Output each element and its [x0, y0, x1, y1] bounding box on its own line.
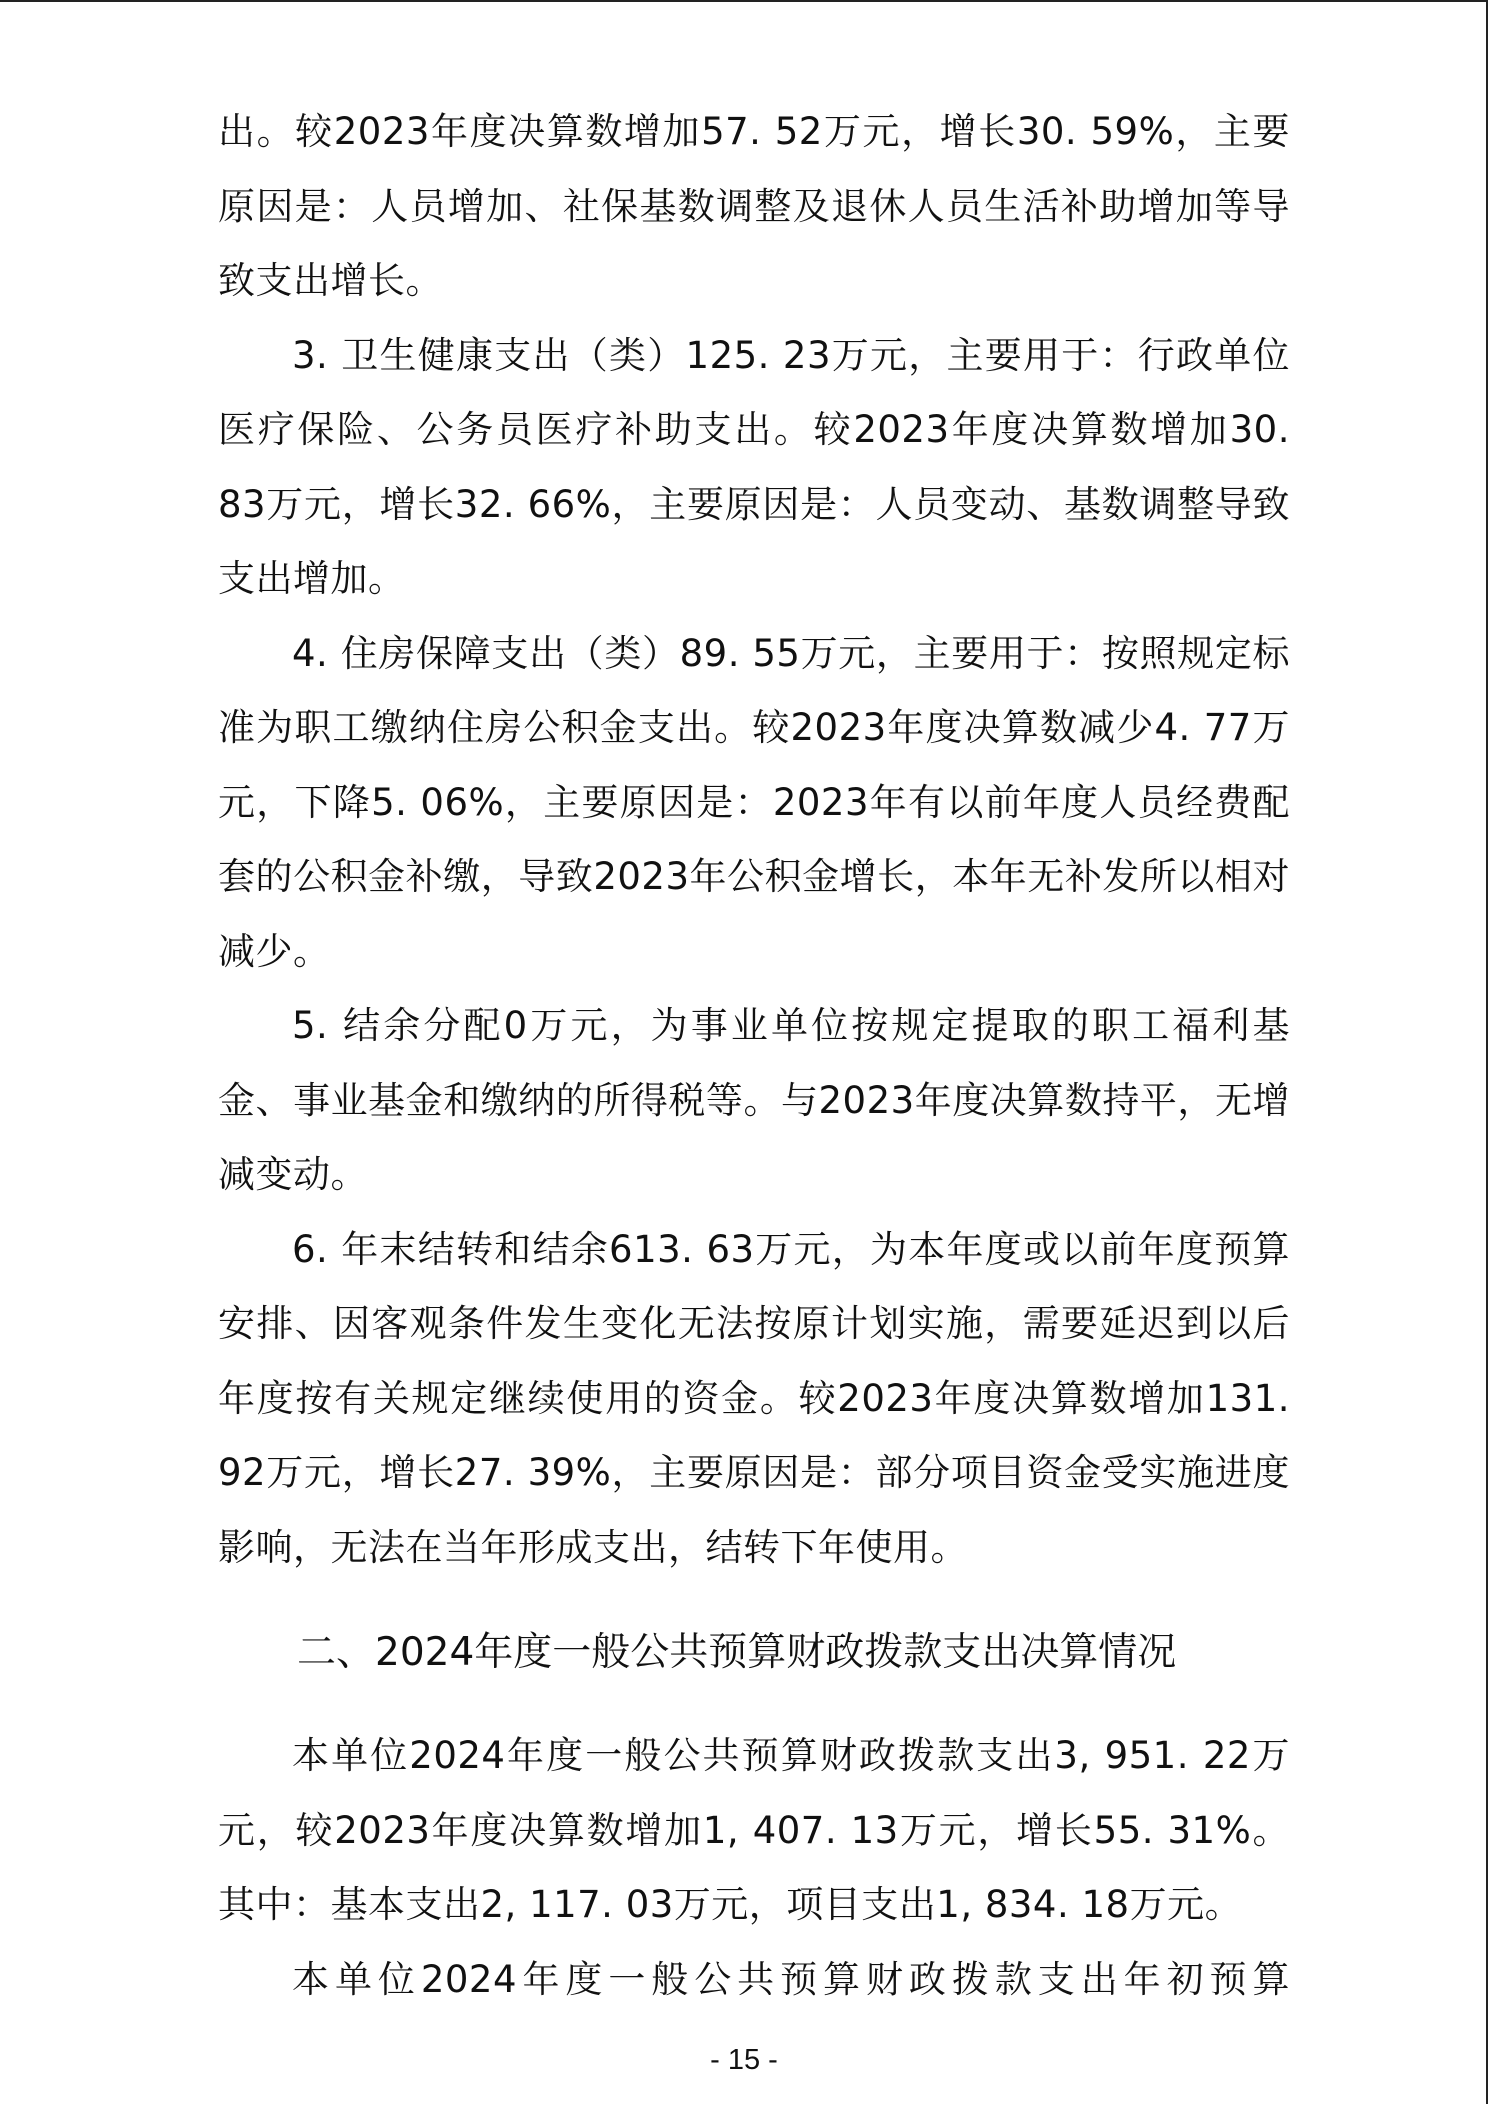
paragraph-general-budget-expenditure: 本单位2024年度一般公共预算财政拨款支出3, 951. 22万元，较2023年度决算数增加1, 407. 13万元，增长55. 31%。其中：基本支出2, 117. 03万元，项目支出1, 834. 18万元。 — [218, 1734, 1290, 1926]
section-heading: 二、2024年度一般公共预算财政拨款支出决算情况 — [297, 1630, 1177, 1675]
page-number: - 15 - — [710, 2044, 778, 2076]
paragraph-health-expenditure: 3. 卫生健康支出（类）125. 23万元，主要用于：行政单位医疗保险、公务员医疗补助支出。较2023年度决算数增加30. 83万元，增长32. 66%，主要原因是：人员变动、基数调整导致支出增加。 — [218, 333, 1290, 600]
paragraph-social-security-continuation: 出。较2023年度决算数增加57. 52万元，增长30. 59%，主要原因是：人员增加、社保基数调整及退休人员生活补助增加等导致支出增长。 — [218, 110, 1290, 302]
paragraph-initial-budget: 本单位2024年度一般公共预算财政拨款支出年初预算 — [292, 1957, 1290, 2001]
paragraph-surplus-distribution: 5. 结余分配0万元，为事业单位按规定提取的职工福利基金、事业基金和缴纳的所得税等。与2023年度决算数持平，无增减变动。 — [218, 1004, 1290, 1196]
document-body — [218, 95, 1290, 2017]
paragraph-housing-expenditure: 4. 住房保障支出（类）89. 55万元，主要用于：按照规定标准为职工缴纳住房公积金支出。较2023年度决算数减少4. 77万元，下降5. 06%，主要原因是：2023年有以前年度人员经费配套的公积金补缴，导致2023年公积金增长，本年无补发所以相对减少。 — [218, 631, 1290, 973]
paragraph-year-end-carryover: 6. 年末结转和结余613. 63万元，为本年度或以前年度预算安排、因客观条件发生变化无法按原计划实施，需要延迟到以后年度按有关规定继续使用的资金。较2023年度决算数增加131. 92万元，增长27. 39%，主要原因是：部分项目资金受实施进度影响，无法在当年形成支出，结转下年使用。 — [218, 1227, 1290, 1569]
